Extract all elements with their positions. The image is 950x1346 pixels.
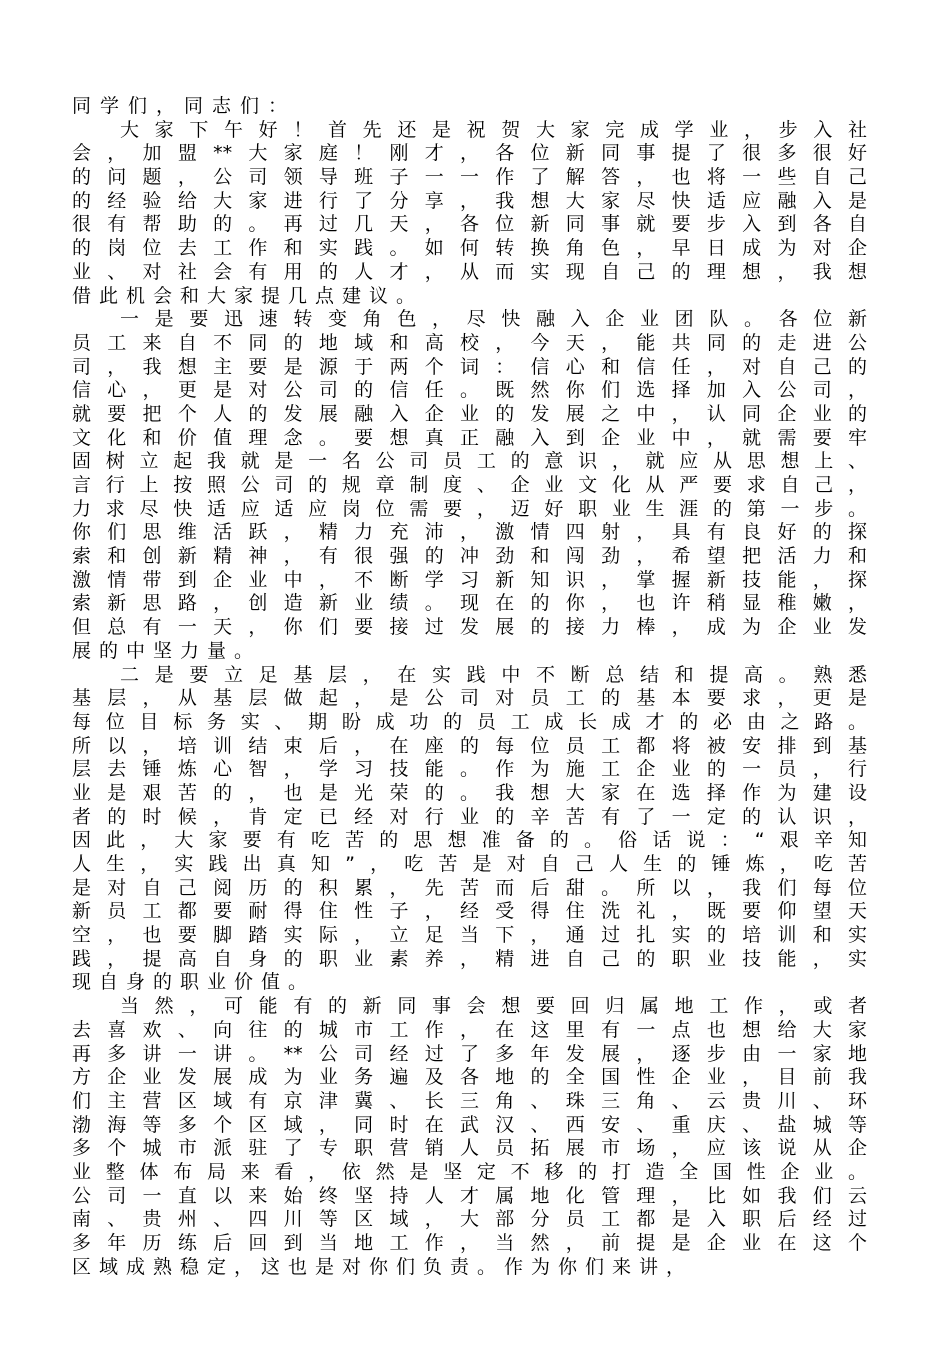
paragraph-4-line: 区域成熟稳定，这也是对你们负责。作为你们来讲， (72, 1255, 694, 1278)
paragraph-3-line: 空，也要脚踏实际，立足当下，通过扎实的培训和实 (72, 924, 867, 947)
paragraph-1-line: 大家下午好！首先还是祝贺大家完成学业，步入社 (120, 118, 867, 141)
paragraph-2-line: 言行上按照公司的规章制度、企业文化从严要求自己， (72, 474, 867, 496)
paragraph-4-line: 南、贵州、四川等区域，大部分员工都是入职后经过 (72, 1208, 867, 1231)
paragraph-2-line: 信心，更是对公司的信任。既然你们选择加入公司， (72, 379, 867, 402)
paragraph-3-line: 层去锤炼心智，学习技能。作为施工企业的一员，行 (72, 758, 867, 781)
paragraph-3-line: 业是艰苦的，也是光荣的。我想大家在选择作为建设 (72, 781, 867, 804)
paragraph-2-line: 力求尽快适应适应岗位需要，迈好职业生涯的第一步。 (72, 497, 867, 520)
paragraph-1-line: 的经验给大家进行了分享，我想大家尽快适应融入是 (72, 189, 867, 212)
paragraph-3-line: 所以，培训结束后，在座的每位员工都将被安排到基 (72, 734, 867, 757)
paragraph-3-line: 人生，实践出真知”，吃苦是对自己人生的锤炼，吃苦 (72, 853, 867, 875)
paragraph-1-line: 很有帮助的。再过几天，各位新同事就要步入到各自 (72, 213, 867, 236)
paragraph-2-line: 一是要迅速转变角色，尽快融入企业团队。各位新 (120, 308, 867, 331)
paragraph-4-line: 渤海等多个区域，同时在武汉、西安、重庆、盐城等 (72, 1113, 867, 1136)
paragraph-1-line: 的岗位去工作和实践。如何转换角色，早日成为对企 (72, 237, 867, 260)
paragraph-3-line: 是对自己阅历的积累，先苦而后甜。所以，我们每位 (72, 876, 867, 899)
document-body (72, 95, 867, 1279)
paragraph-2-line: 固树立起我就是一名公司员工的意识，就应从思想上、 (72, 450, 867, 473)
paragraph-1-line: 会，加盟**大家庭！刚才，各位新同事提了很多很好 (72, 142, 867, 165)
paragraph-4-line: 多年历练后回到当地工作，当然，前提是企业在这个 (72, 1232, 867, 1254)
paragraph-1-line: 借此机会和大家提几点建议。 (72, 284, 424, 307)
paragraph-3-line: 因此，大家要有吃苦的思想准备的。俗话说：“艰辛知 (72, 829, 867, 852)
paragraph-3-line: 基层，从基层做起，是公司对员工的基本要求，更是 (72, 687, 867, 710)
paragraph-4-line: 们主营区域有京津冀、长三角、珠三角、云贵川、环 (72, 1089, 867, 1112)
paragraph-3-line: 现自身的职业价值。 (72, 971, 316, 994)
paragraph-2-line: 索新思路，创造新业绩。现在的你，也许稍显稚嫩， (72, 592, 867, 615)
paragraph-4-line: 多个城市派驻了专职营销人员拓展市场，应该说从企 (72, 1137, 867, 1160)
paragraph-4-line: 当然，可能有的新同事会想要回归属地工作，或者 (120, 995, 867, 1018)
greeting-line: 同学们，同志们： (72, 95, 297, 117)
paragraph-2-line: 但总有一天，你们要接过发展的接力棒，成为企业发 (72, 616, 867, 639)
paragraph-2-line: 文化和价值理念。要想真正融入到企业中，就需要牢 (72, 426, 867, 449)
paragraph-2-line: 员工来自不同的地域和高校，今天，能共同的走进公 (72, 331, 867, 354)
paragraph-3-line: 每位目标务实、期盼成功的员工成长成才的必由之路。 (72, 710, 867, 733)
paragraph-4-line: 去喜欢、向往的城市工作，在这里有一点也想给大家 (72, 1018, 867, 1041)
paragraph-3-line: 新员工都要耐得住性子，经受得住洗礼，既要仰望天 (72, 900, 867, 923)
paragraph-1-line: 业、对社会有用的人才，从而实现自己的理想，我想 (72, 260, 867, 283)
paragraph-3-line: 二是要立足基层，在实践中不断总结和提高。熟悉 (120, 663, 867, 686)
paragraph-2-line: 展的中坚力量。 (72, 639, 262, 662)
paragraph-4-line: 方企业发展成为业务遍及各地的全国性企业，目前我 (72, 1066, 867, 1089)
paragraph-2-line: 你们思维活跃，精力充沛，激情四射，具有良好的探 (72, 521, 867, 544)
paragraph-3-line: 者的时候，肯定已经对行业的辛苦有了一定的认识， (72, 805, 867, 828)
paragraph-4-line: 业整体布局来看，依然是坚定不移的打造全国性企业。 (72, 1160, 867, 1183)
paragraph-2-line: 激情带到企业中，不断学习新知识，掌握新技能，探 (72, 568, 867, 591)
paragraph-3-line: 践，提高自身的职业素养，精进自己的职业技能，实 (72, 947, 867, 970)
paragraph-2-line: 就要把个人的发展融入企业的发展之中，认同企业的 (72, 402, 867, 425)
paragraph-2-line: 索和创新精神，有很强的冲劲和闯劲，希望把活力和 (72, 545, 867, 568)
paragraph-1-line: 的问题，公司领导班子一一作了解答，也将一些自己 (72, 166, 867, 189)
paragraph-2-line: 司，我想主要是源于两个词：信心和信任，对自己的 (72, 355, 867, 378)
paragraph-4-line: 公司一直以来始终坚持人才属地化管理，比如我们云 (72, 1184, 867, 1207)
paragraph-4-line: 再多讲一讲。**公司经过了多年发展，逐步由一家地 (72, 1042, 867, 1065)
